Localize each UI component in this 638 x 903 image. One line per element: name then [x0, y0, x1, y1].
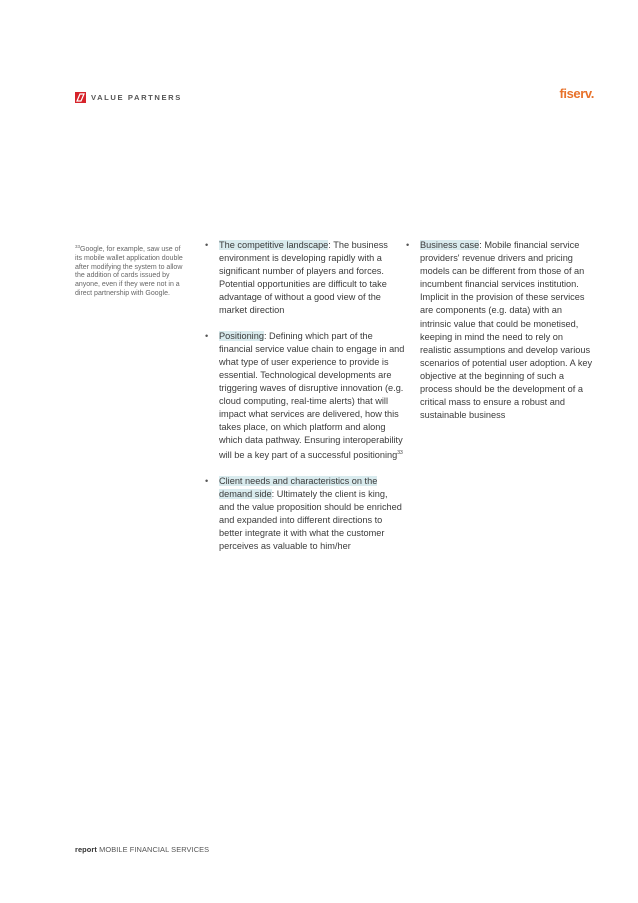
list-item [205, 475, 405, 554]
brand-name: VALUE PARTNERS [91, 92, 182, 102]
item-heading: Business case [420, 240, 480, 250]
bullet-icon: • [205, 240, 209, 250]
partner-logo: fiserv. [559, 86, 594, 101]
list-item [205, 330, 405, 463]
item-heading: Positioning [219, 330, 264, 341]
item-heading: The competitive landscape [219, 240, 329, 250]
bullet-icon: • [406, 240, 410, 250]
footnote [75, 243, 183, 299]
bullet-icon: • [205, 330, 209, 341]
footer-bold: report [75, 845, 97, 854]
footnote-text: Google, for example, saw use of its mobile wallet application double after modifying the system to allow the addition of cards issued by anyone, even if they were not in a direct partnership with Google. [75, 246, 183, 297]
footer-text: MOBILE FINANCIAL SERVICES [96, 845, 210, 854]
footnote-ref: 33 [397, 450, 403, 457]
content-column-left [205, 239, 405, 565]
value-partners-logo-icon [75, 92, 86, 103]
list-item [205, 239, 405, 318]
brand-logo [75, 90, 182, 104]
item-text: : Defining which part of the financial service value chain to engage in and what type of user experience to provide is essential. Technological developments are triggering waves of disruptive innovation (e.g. cloud computing, real-time alerts) that will impact what services are delivered, how this takes place, on which platform and along which data pathway. Ensuring interoperability will be a key part of a successful positioning [219, 330, 405, 461]
item-text: : Ultimately the client is king, and the value proposition should be enriched and expanded into different directions to better integrate it with what the customer perceives as valuable to him/her [219, 488, 402, 551]
page-footer [75, 845, 209, 854]
content-column-right [406, 239, 594, 434]
item-text: : The business environment is developing rapidly with a significant number of players and forces. Potential opportunities are difficult to take advantage of without a good view of the market direction [219, 240, 388, 316]
bullet-icon: • [205, 475, 209, 486]
footnote-number: 33 [75, 244, 81, 249]
list-item [406, 239, 594, 422]
item-heading: Client needs and characteristics on the demand side [219, 475, 378, 499]
item-text: : Mobile financial service providers' revenue drivers and pricing models can be different from those of an incumbent financial services institution. Implicit in the provision of these services are components (e.g. data) with an intrinsic value that could be monetised, keeping in mind the need to rely on realistic assumptions and develop various scenarios of potential user adoption. A key objective at the beginning of such a process should be the development of a critical mass to ensure a robust and sustainable business [420, 240, 593, 421]
